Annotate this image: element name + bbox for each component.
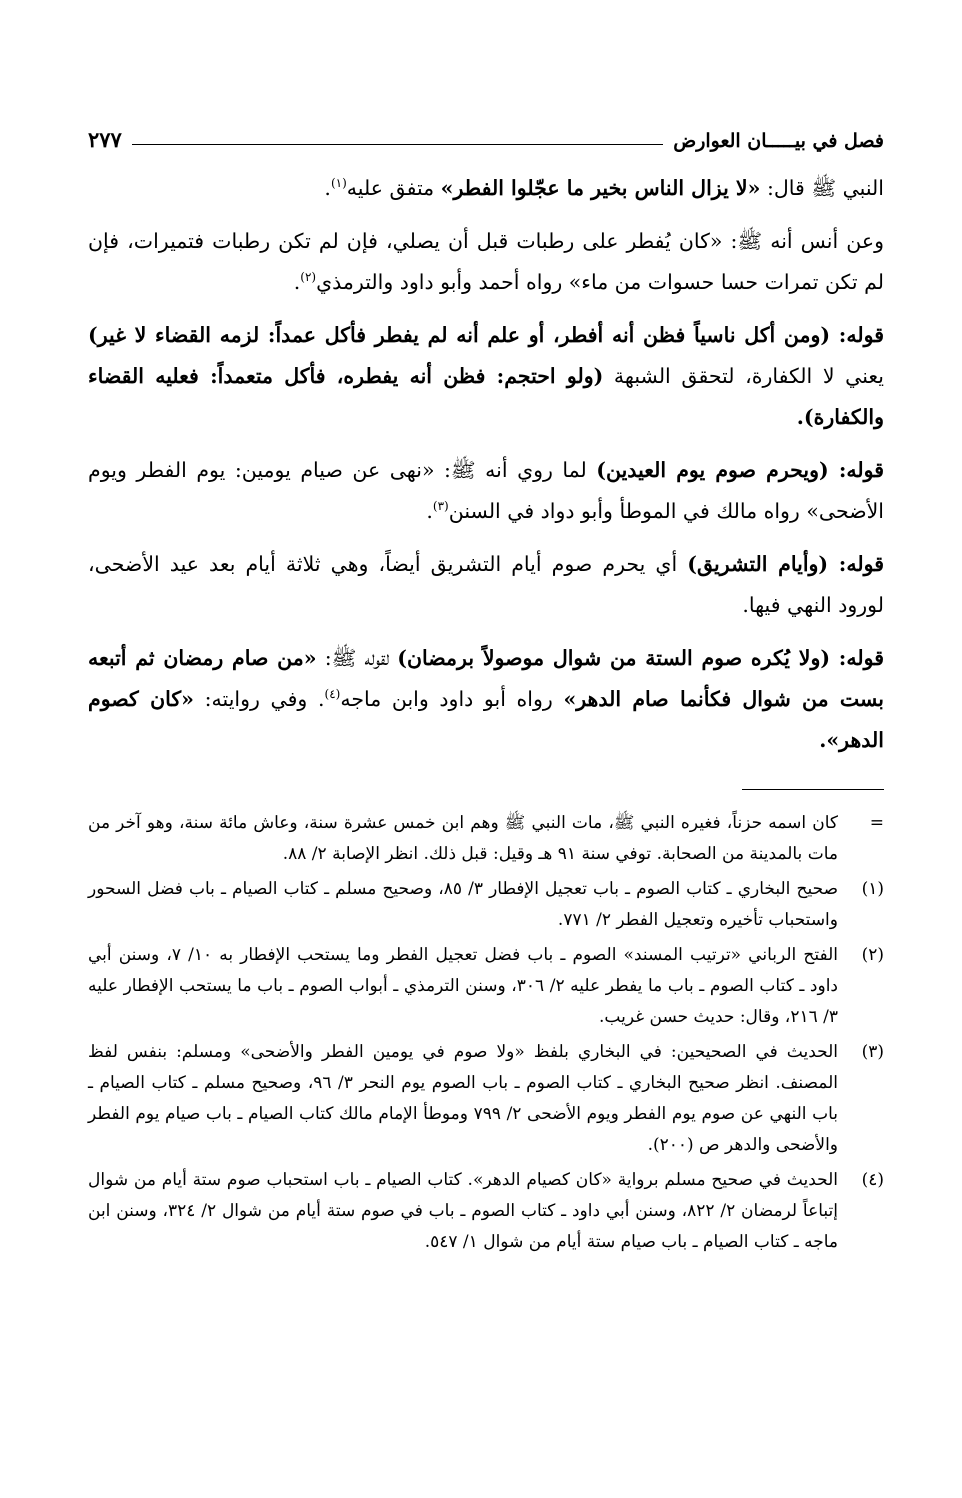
paragraph xyxy=(88,638,884,761)
footnote-text: كان اسمه حزناً، فغيره النبي ﷺ، مات النبي ﷺ وهم ابن خمس عشرة سنة، وعاش مائة سنة، وهو آخر من مات بالمدينة من الصحابة. توفي سنة ٩١ هـ وقيل: قبل ذلك. انظر الإصابة ٢/ ٨٨. xyxy=(88,813,838,864)
footnote-ref: (٢) xyxy=(300,270,317,285)
text-span: النبي ﷺ قال: xyxy=(760,176,884,200)
footnote-ref: (١) xyxy=(330,176,347,191)
text-span: وعن أنس أنه ﷺ: «كان يُفطر على رطبات قبل أن يصلي، فإن لم تكن رطبات فتميرات، فإن لم تكن تمرات حسا حسوات من ماء» رواه أحمد وأبو داود والترمذي xyxy=(88,229,884,294)
footnotes xyxy=(88,808,884,1258)
footnote xyxy=(88,940,884,1033)
punctuation: . xyxy=(796,405,804,429)
bold-text: (ولو احتجم: فظن أنه يفطره، فأكل متعمداً: فعليه القضاء والكفارة) xyxy=(88,364,884,429)
footnote-text: الحديث في الصحيحين: في البخاري بلفظ «ولا صوم في يومين الفطر والأضحى» ومسلم: بنفس لفظ المصنف. انظر صحيح البخاري ـ كتاب الصوم ـ باب الصوم يوم النحر ٣/ ٩٦، وصحيح مسلم ـ كتاب الصيام ـ باب النهي عن صوم يوم الفطر ويوم الأضحى ٢/ ٧٩٩ وموطأ الإمام مالك كتاب الصيام ـ باب صيام يوم الفطر والأضحى والدهر ص (٢٠٠). xyxy=(88,1042,838,1155)
running-header xyxy=(88,118,884,152)
paragraph xyxy=(88,315,884,438)
footnote-marker: (٤) xyxy=(861,1170,884,1190)
punctuation: . xyxy=(426,499,433,523)
text-span: لقوله ﷺ: xyxy=(316,646,398,670)
footnote xyxy=(88,808,884,870)
paragraph xyxy=(88,221,884,303)
paragraph xyxy=(88,450,884,532)
footnote-marker: (٢) xyxy=(861,945,884,965)
bold-text: قوله: (وأيام التشريق) xyxy=(687,552,885,576)
bold-text: «كان كصوم الدهر» xyxy=(88,687,884,752)
punctuation: . xyxy=(742,593,749,617)
footnote xyxy=(88,1165,884,1258)
book-page xyxy=(88,118,884,1262)
footnote-marker: = xyxy=(869,813,884,833)
text-span: لما روي أنه ﷺ: «نهى عن صيام يومين: يوم الفطر ويوم الأضحى» رواه مالك في الموطأ وأبو دواد في السنن xyxy=(88,458,884,523)
chapter-title: فصل في بيـــــان العوارض xyxy=(673,130,884,152)
text-span: أي يحرم صوم أيام التشريق أيضاً، وهي ثلاثة أيام بعد عيد الأضحى، لورود النهي فيها xyxy=(88,552,884,617)
header-rule xyxy=(132,144,663,145)
bold-text: قوله: (ولا يُكره صوم الستة من شوال موصولاً برمضان) xyxy=(397,646,885,670)
text-span: متفق عليه xyxy=(346,176,441,200)
footnote-ref: (٣) xyxy=(432,499,449,514)
footnote xyxy=(88,1037,884,1161)
footnote-ref: (٤) xyxy=(324,687,341,702)
punctuation: . xyxy=(324,176,331,200)
bold-text: «لا يزال الناس بخير ما عجّلوا الفطر» xyxy=(440,176,761,200)
paragraph xyxy=(88,544,884,626)
footnote-text: الفتح الرباني «ترتيب المسند» الصوم ـ باب فضل تعجيل الفطر وما يستحب الإفطار به ١٠/ ٧، وسنن أبي داود ـ كتاب الصوم ـ باب ما يفطر عليه ٢/ ٣٠٦، وسنن الترمذي ـ أبواب الصوم ـ باب ما يستحب الإفطار عليه ٣/ ٢١٦، وقال: حديث حسن غريب. xyxy=(88,945,838,1027)
footnote-separator xyxy=(742,789,884,790)
footnote-marker: (٣) xyxy=(861,1042,884,1062)
punctuation: . xyxy=(293,270,301,294)
text-span: رواه أبو داود وابن ماجه xyxy=(340,687,564,711)
text-span: يعني لا الكفارة، لتحقق الشبهة xyxy=(603,364,884,388)
bold-text: قوله: (ومن أكل ناسياً فظن أنه أفطر، أو علم أنه لم يفطر فأكل عمداً: لزمه القضاء لا غير) xyxy=(88,323,884,347)
text-span: . وفي روايته: xyxy=(193,687,325,711)
footnote-text: صحيح البخاري ـ كتاب الصوم ـ باب تعجيل الإفطار ٣/ ٨٥، وصحيح مسلم ـ كتاب الصيام ـ باب فضل السحور واستحباب تأخيره وتعجيل الفطر ٢/ ٧٧١. xyxy=(88,879,839,930)
footnote xyxy=(88,874,884,936)
paragraph xyxy=(88,168,884,209)
main-text xyxy=(88,168,884,761)
page-number: ٢٧٧ xyxy=(88,127,122,152)
bold-text: «من صام رمضان ثم أتبعه بست من شوال فكأنما صام الدهر» xyxy=(88,646,884,711)
footnote-marker: (١) xyxy=(861,879,884,899)
punctuation: . xyxy=(819,728,827,752)
footnote-text: الحديث في صحيح مسلم برواية «كان كصيام الدهر». كتاب الصيام ـ باب استحباب صوم ستة أيام من شوال إتباعاً لرمضان ٢/ ٨٢٢، وسنن أبي داود ـ كتاب الصوم ـ باب في صوم ستة أيام من شوال ٢/ ٣٢٤، وسنن ابن ماجه ـ كتاب الصيام ـ باب صيام ستة أيام من شوال ١/ ٥٤٧. xyxy=(88,1170,839,1252)
bold-text: قوله: (ويحرم صوم يوم العيدين) xyxy=(596,458,885,482)
